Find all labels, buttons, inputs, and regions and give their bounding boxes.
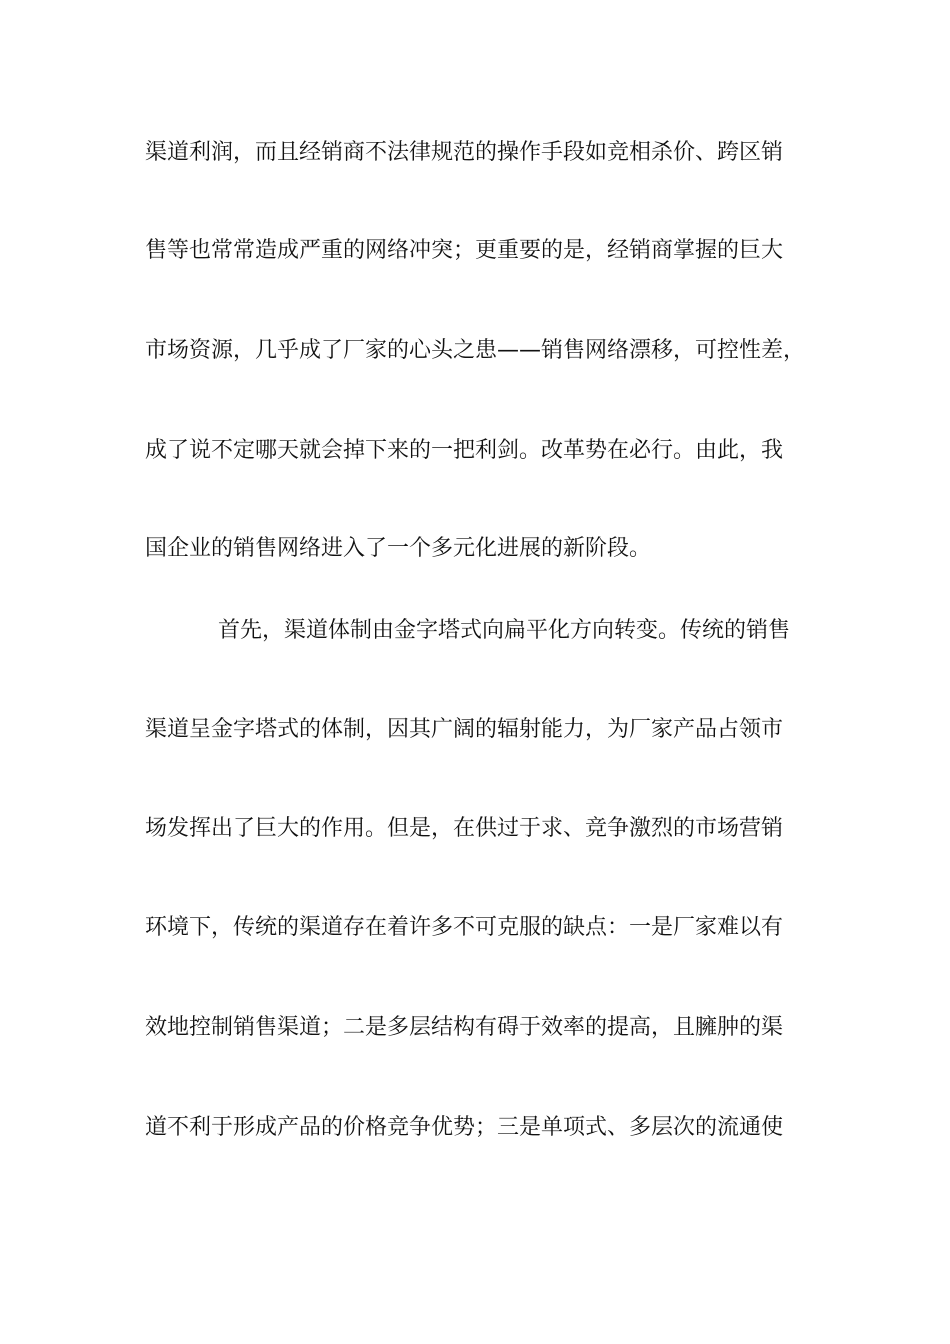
text-line-11: 道不利于形成产品的价格竞争优势；三是单项式、多层次的流通使 <box>145 1115 784 1140</box>
paragraph-first-line: 首先，渠道体制由金字塔式向扁平化方向转变。传统的销售 <box>218 618 791 643</box>
text-line-5: 国企业的销售网络进入了一个多元化进展的新阶段。 <box>145 536 652 561</box>
text-line-8: 场发挥出了巨大的作用。但是，在供过于求、竞争激烈的市场营销 <box>145 816 784 841</box>
text-line-9: 环境下，传统的渠道存在着许多不可克服的缺点：一是厂家难以有 <box>145 915 784 940</box>
text-line-10: 效地控制销售渠道；二是多层结构有碍于效率的提高，且臃肿的渠 <box>145 1015 784 1040</box>
text-line-1: 渠道利润，而且经销商不法律规范的操作手段如竞相杀价、跨区销 <box>145 140 784 165</box>
text-line-2: 售等也常常造成严重的网络冲突；更重要的是，经销商掌握的巨大 <box>145 238 784 263</box>
text-line-3: 市场资源，几乎成了厂家的心头之患——销售网络漂移，可控性差， <box>145 338 806 363</box>
text-line-7: 渠道呈金字塔式的体制，因其广阔的辐射能力，为厂家产品占领市 <box>145 717 784 742</box>
text-line-4: 成了说不定哪天就会掉下来的一把利剑。改革势在必行。由此，我 <box>145 438 784 463</box>
